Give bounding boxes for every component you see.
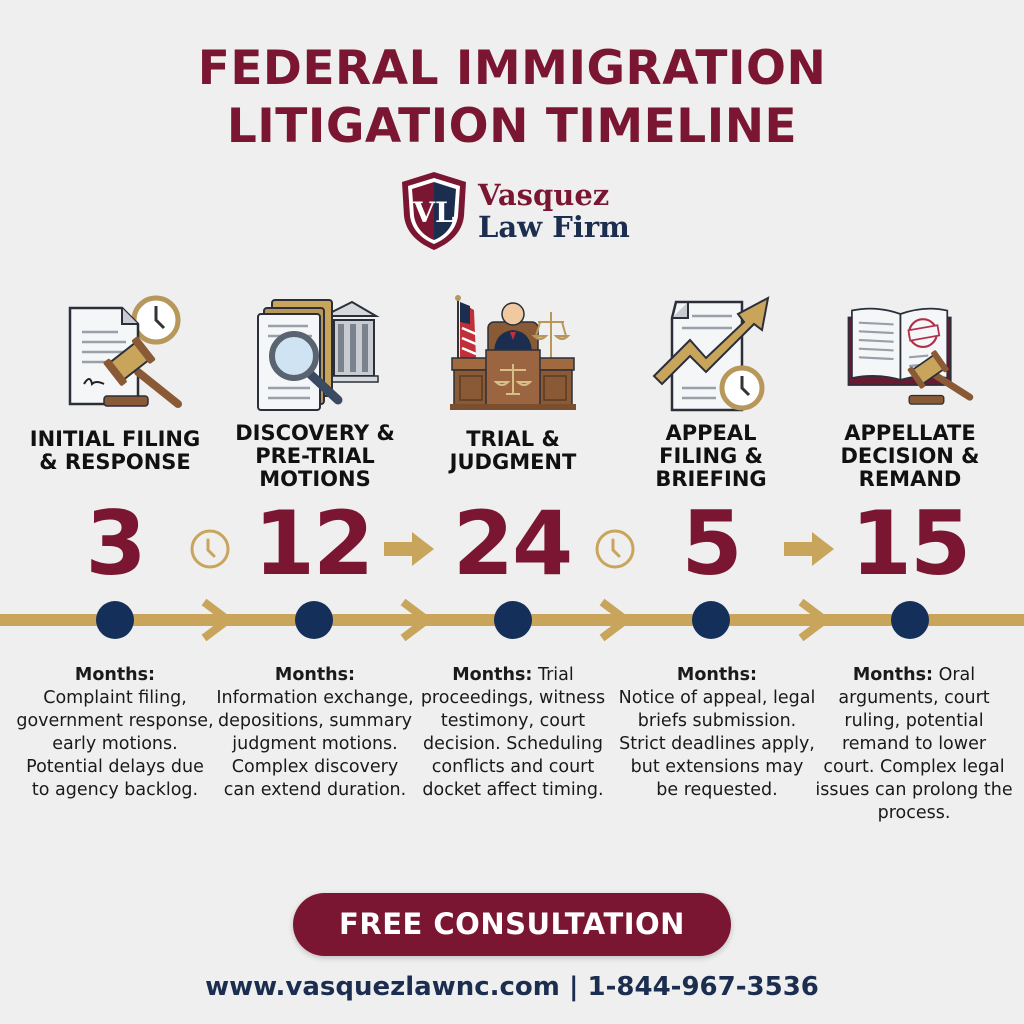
- duration-appeal: 5: [681, 492, 741, 595]
- separator: |: [568, 972, 579, 1002]
- contact-line: [0, 970, 1024, 1004]
- chevron-right-icon: [594, 598, 634, 642]
- chevron-right-icon: [793, 598, 833, 642]
- chevron-right-icon: [395, 598, 435, 642]
- timeline-node: [295, 601, 333, 639]
- chevron-right-icon: [196, 598, 236, 642]
- stage-description: Months: Oral arguments, court ruling, potential remand to lower court. Complex legal issues can prolong the process.: [815, 665, 1013, 823]
- duration-appellate: 15: [850, 492, 970, 595]
- documents-magnifier-courthouse-icon: [252, 292, 382, 414]
- stage-description: Months: Trial proceedings, witness testimony, court decision. Scheduling conflicts and court docket affect timing.: [420, 665, 606, 800]
- timeline-node: [692, 601, 730, 639]
- clock-icon: [189, 528, 231, 570]
- arrow-right-icon: [382, 530, 436, 568]
- stage-title-trial: TRIAL & JUDGMENT: [449, 427, 577, 474]
- timeline-node: [891, 601, 929, 639]
- website-link[interactable]: www.vasquezlawnc.com: [205, 972, 560, 1002]
- document-gavel-clock-icon: [60, 292, 190, 414]
- phone-link[interactable]: 1-844-967-3536: [587, 972, 819, 1002]
- firm-name-line-2: Law Firm: [478, 210, 630, 244]
- title-line-1: FEDERAL IMMIGRATION: [197, 41, 827, 96]
- shield-monogram-icon: [398, 170, 470, 252]
- document-arrow-clock-icon: [646, 292, 776, 414]
- title-line-2: LITIGATION TIMELINE: [226, 99, 798, 154]
- judge-bench-icon: [448, 292, 578, 414]
- firm-name-line-1: Vasquez: [478, 178, 610, 212]
- stage-title-discovery: DISCOVERY & PRE-TRIAL MOTIONS: [235, 421, 395, 491]
- firm-logo: [398, 170, 630, 252]
- stage-description: Months: Complaint filing, government response, early motions. Potential delays due to agency backlog.: [16, 665, 214, 800]
- book-stamp-gavel-icon: [845, 292, 975, 414]
- stage-title-appeal: APPEAL FILING & BRIEFING: [655, 421, 767, 491]
- svg-text:VL: VL: [413, 196, 455, 229]
- clock-icon: [594, 528, 636, 570]
- page-title: [0, 40, 1024, 156]
- stage-title-initial-filing: INITIAL FILING & RESPONSE: [29, 427, 201, 474]
- arrow-right-icon: [782, 530, 836, 568]
- duration-discovery: 12: [253, 492, 373, 595]
- free-consultation-button[interactable]: FREE CONSULTATION: [293, 893, 731, 956]
- timeline-node: [96, 601, 134, 639]
- timeline-node: [494, 601, 532, 639]
- stage-description: Months: Information exchange, depositions, summary judgment motions. Complex discovery can extend duration.: [216, 665, 414, 800]
- duration-trial: 24: [452, 492, 572, 595]
- stage-description: Months: Notice of appeal, legal briefs submission. Strict deadlines apply, but extensions may be requested.: [618, 665, 816, 800]
- stage-title-appellate: APPELLATE DECISION & REMAND: [840, 421, 980, 491]
- duration-initial-filing: 3: [85, 492, 145, 595]
